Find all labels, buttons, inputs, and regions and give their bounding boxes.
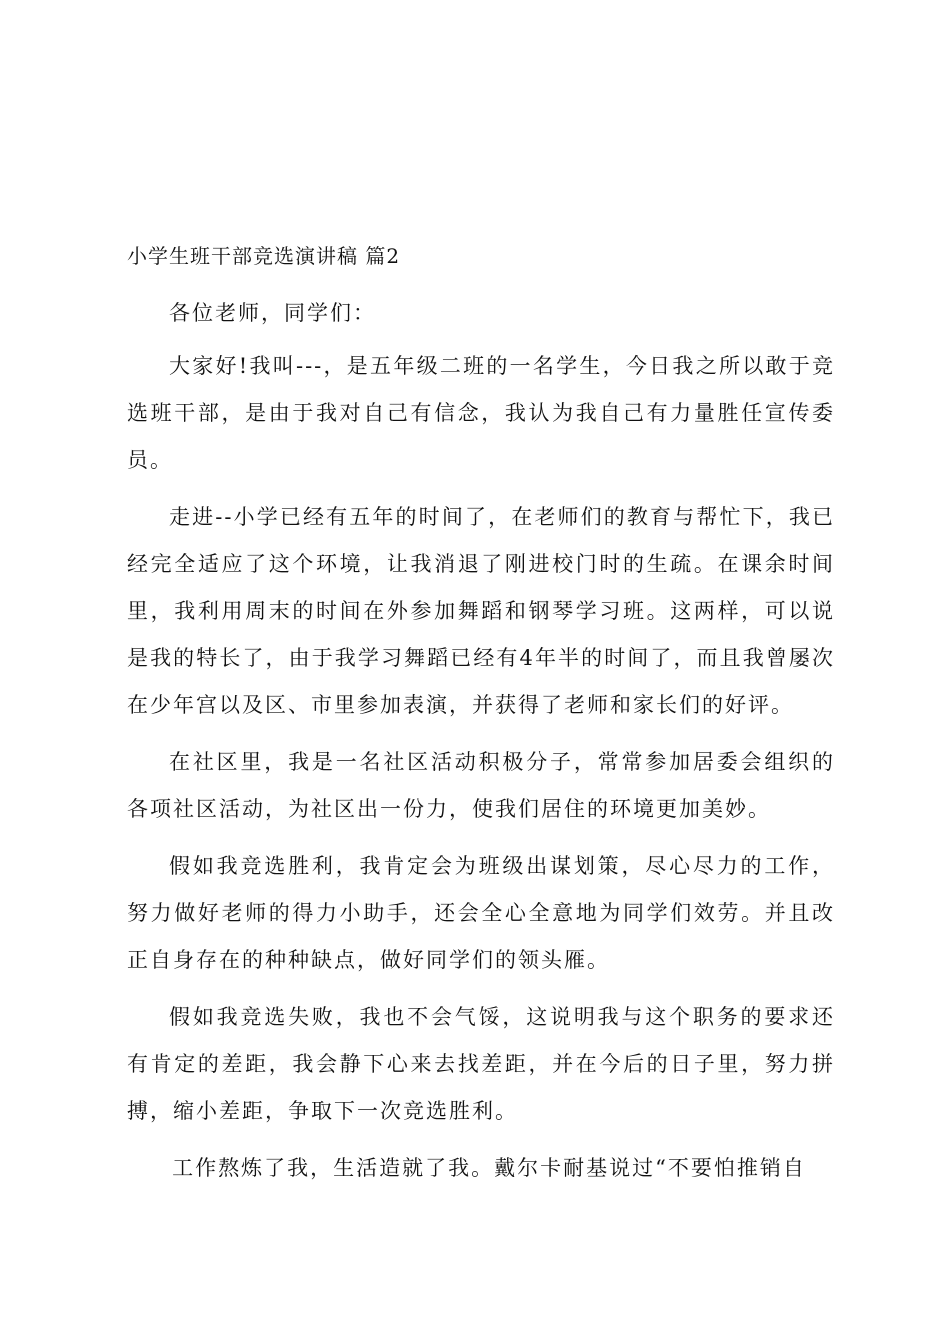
- paragraph-introduction: 大家好!我叫---，是五年级二班的一名学生，今日我之所以敢于竞选班干部，是由于我对自己有信念，我认为我自己有力量胜任宣传委员。: [127, 354, 835, 472]
- paragraph-if-win: 假如我竞选胜利，我肯定会为班级出谋划策，尽心尽力的工作，努力做好老师的得力小助手，还会全心全意地为同学们效劳。并且改正自身存在的种种缺点，做好同学们的领头雁。: [127, 854, 835, 972]
- document-title: 小学生班干部竞选演讲稿 篇2: [127, 244, 401, 268]
- paragraph-greeting: 各位老师，同学们：: [169, 301, 376, 325]
- paragraph-school-experience: 走进--小学已经有五年的时间了，在老师们的教育与帮忙下，我已经完全适应了这个环境，让我消退了刚进校门时的生疏。在课余时间里，我利用周末的时间在外参加舞蹈和钢琴学习班。这两样，可以说是我的特长了，由于我学习舞蹈已经有4年半的时间了，而且我曾屡次在少年宫以及区、市里参加表演，并获得了老师和家长们的好评。: [127, 505, 835, 717]
- paragraph-if-lose: 假如我竞选失败，我也不会气馁，这说明我与这个职务的要求还有肯定的差距，我会静下心来去找差距，并在今后的日子里，努力拼搏，缩小差距，争取下一次竞选胜利。: [127, 1005, 835, 1123]
- paragraph-community: 在社区里，我是一名社区活动积极分子，常常参加居委会组织的各项社区活动，为社区出一份力，使我们居住的环境更加美妙。: [127, 750, 835, 821]
- paragraph-closing: 工作熬炼了我，生活造就了我。戴尔卡耐基说过“不要怕推销自: [172, 1156, 806, 1180]
- document-body: [127, 290, 835, 1202]
